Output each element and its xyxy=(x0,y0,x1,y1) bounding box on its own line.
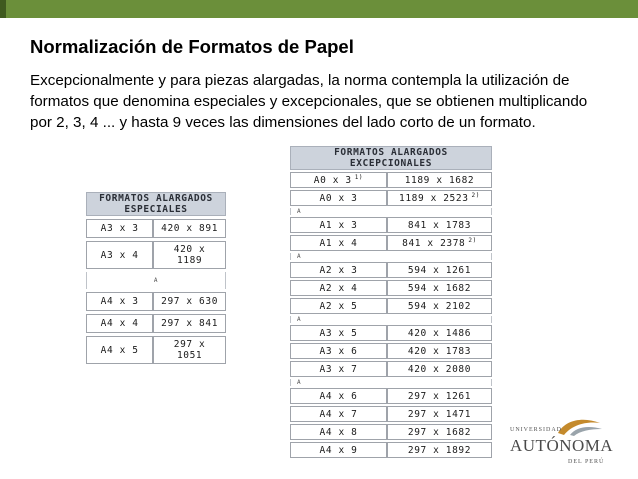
format-name-cell xyxy=(290,235,387,251)
format-dimension-cell xyxy=(387,325,492,341)
table-row xyxy=(86,314,226,333)
format-name: A3 x 6 xyxy=(319,345,358,357)
format-name: A4 x 6 xyxy=(319,390,358,402)
slide-body-text: Excepcionalmente y para piezas alargadas, la norma contempla la utilización de formatos que denomina especiales y excepcionales, que se obtienen multiplicando por 2, 3, 4 ... y hasta 9 veces las dimensiones del lado corto de un formato. xyxy=(30,72,588,131)
footnote-marker: 2) xyxy=(468,236,477,244)
format-dimension-cell xyxy=(387,280,492,296)
format-dimension: 297 x 1471 xyxy=(407,408,472,420)
format-name-cell xyxy=(290,361,387,377)
table-row xyxy=(290,172,492,188)
top-accent-block xyxy=(0,0,6,18)
format-name: A1 x 3 xyxy=(319,219,358,231)
slide-title: Normalización de Formatos de Papel xyxy=(30,36,354,57)
format-dimension-cell xyxy=(387,190,492,206)
format-dimension-cell xyxy=(153,292,226,311)
separator-label: A xyxy=(86,272,226,289)
format-dimension-cell xyxy=(387,343,492,359)
table-formatos-especiales xyxy=(86,189,226,367)
format-name: A3 x 4 xyxy=(100,249,139,261)
format-dimension-cell xyxy=(387,217,492,233)
logo-main-text: AUTÓNOMA xyxy=(510,436,614,455)
format-dimension: 297 x 1051 xyxy=(173,339,206,361)
table-row xyxy=(290,406,492,422)
format-name-cell xyxy=(290,325,387,341)
table-row xyxy=(86,336,226,364)
table-separator-row xyxy=(86,272,226,289)
table-row xyxy=(86,241,226,269)
format-name-cell xyxy=(86,219,153,238)
table-formatos-excepcionales xyxy=(290,144,492,460)
format-dimension: 1189 x 2523 xyxy=(399,193,469,205)
table-row xyxy=(290,298,492,314)
format-dimension-cell xyxy=(387,442,492,458)
table-header: FORMATOS ALARGADOS ESPECIALES xyxy=(86,192,226,216)
format-dimension-cell xyxy=(387,406,492,422)
format-dimension-cell xyxy=(387,235,492,251)
table-separator-row xyxy=(290,316,492,323)
table-row xyxy=(86,219,226,238)
format-name: A4 x 4 xyxy=(100,318,139,329)
format-dimension-cell xyxy=(387,388,492,404)
format-name-cell xyxy=(86,241,153,269)
logo-sub-text: DEL PERÚ xyxy=(568,459,605,465)
format-name-cell xyxy=(290,172,387,188)
table-row xyxy=(290,388,492,404)
separator-label: A xyxy=(290,208,492,215)
format-dimension: 420 x 891 xyxy=(161,223,219,234)
format-name: A2 x 4 xyxy=(319,282,358,294)
table-separator-row xyxy=(290,379,492,386)
format-name-cell xyxy=(290,190,387,206)
format-dimension-cell xyxy=(387,361,492,377)
university-logo xyxy=(510,415,614,470)
format-name-cell xyxy=(86,292,153,311)
table-row xyxy=(290,262,492,278)
format-dimension-cell xyxy=(153,241,226,269)
format-name-cell xyxy=(290,406,387,422)
format-name: A3 x 7 xyxy=(319,363,358,375)
separator-label: A xyxy=(290,316,492,323)
format-name: A4 x 8 xyxy=(319,426,358,438)
format-dimension: 297 x 1892 xyxy=(407,444,472,456)
format-name-cell xyxy=(290,442,387,458)
table-row xyxy=(290,424,492,440)
table-row xyxy=(290,325,492,341)
separator-label: A xyxy=(290,379,492,386)
table-separator-row xyxy=(290,208,492,215)
format-dimension-cell xyxy=(387,172,492,188)
table-row xyxy=(290,442,492,458)
table-row xyxy=(290,235,492,251)
format-dimension: 594 x 1682 xyxy=(407,282,472,294)
format-name: A3 x 5 xyxy=(319,327,358,339)
separator-label: A xyxy=(290,253,492,260)
format-name: A2 x 5 xyxy=(319,300,358,312)
format-dimension-cell xyxy=(153,219,226,238)
format-name-cell xyxy=(290,280,387,296)
format-name: A1 x 4 xyxy=(319,237,358,249)
format-dimension-cell xyxy=(387,262,492,278)
format-dimension: 420 x 1783 xyxy=(407,345,472,357)
table-header: FORMATOS ALARGADOS EXCEPCIONALES xyxy=(290,146,492,170)
format-dimension: 420 x 1486 xyxy=(407,327,472,339)
format-name-cell xyxy=(86,314,153,333)
table-row xyxy=(290,280,492,296)
format-name: A2 x 3 xyxy=(319,264,358,276)
format-dimension: 297 x 1682 xyxy=(407,426,472,438)
format-dimension: 594 x 1261 xyxy=(407,264,472,276)
format-dimension: 1189 x 1682 xyxy=(404,174,475,186)
format-dimension: 594 x 2102 xyxy=(407,300,472,312)
format-name: A4 x 7 xyxy=(319,408,358,420)
format-dimension: 297 x 1261 xyxy=(407,390,472,402)
table-row xyxy=(290,343,492,359)
format-name-cell xyxy=(290,388,387,404)
format-name: A3 x 3 xyxy=(100,223,139,234)
footnote-marker: 1) xyxy=(354,173,364,181)
format-name: A4 x 9 xyxy=(319,444,358,456)
format-name: A4 x 5 xyxy=(100,344,139,356)
footnote-marker: 2) xyxy=(471,191,480,199)
logo-swoosh-icon xyxy=(556,415,604,437)
format-dimension: 420 x 1189 xyxy=(173,244,206,266)
format-dimension: 297 x 841 xyxy=(161,318,219,329)
table-row xyxy=(290,217,492,233)
format-name-cell xyxy=(290,262,387,278)
table-row xyxy=(290,361,492,377)
format-name-cell xyxy=(290,424,387,440)
format-dimension: 297 x 630 xyxy=(161,296,219,307)
format-name: A0 x 3 xyxy=(313,175,352,187)
format-name-cell xyxy=(290,343,387,359)
table-separator-row xyxy=(290,253,492,260)
table-row xyxy=(86,292,226,311)
format-name: A0 x 3 xyxy=(319,192,358,204)
format-dimension-cell xyxy=(153,336,226,364)
format-name-cell xyxy=(290,298,387,314)
format-dimension-cell xyxy=(153,314,226,333)
top-accent-bar xyxy=(0,0,638,18)
format-name-cell xyxy=(290,217,387,233)
format-dimension: 841 x 2378 xyxy=(402,238,466,250)
format-name: A4 x 3 xyxy=(100,296,139,307)
format-name-cell xyxy=(86,336,153,364)
format-dimension-cell xyxy=(387,298,492,314)
format-dimension: 841 x 1783 xyxy=(407,219,472,231)
format-dimension: 420 x 2080 xyxy=(407,363,472,375)
logo-top-text: UNIVERSIDAD xyxy=(510,427,562,433)
table-row xyxy=(290,190,492,206)
format-dimension-cell xyxy=(387,424,492,440)
